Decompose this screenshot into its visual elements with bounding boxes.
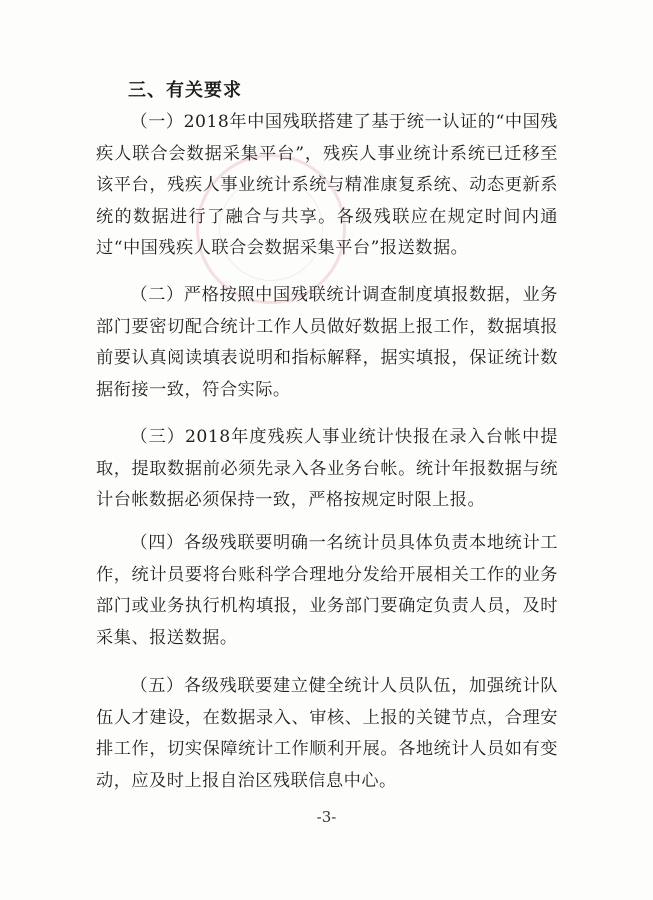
paragraph-5: （五）各级残联要建立健全统计人员队伍，加强统计队伍人才建设，在数据录入、审核、上报的关键节点，合理安排工作，切实保障统计工作顺利开展。各地统计人员如有变动，应及时上报自治区残联信息中心。 (96, 676, 558, 791)
section-heading: 三、有关要求 (128, 80, 242, 101)
paragraph-1: （一）2018年中国残联搭建了基于统一认证的“中国残疾人联合会数据采集平台”，残疾人事业统计系统已迁移至该平台，残疾人事业统计系统与精准康复系统、动态更新系统的数据进行了融合与共享。各级残联应在规定时间内通过“中国残疾人联合会数据采集平台”报送数据。 (96, 112, 558, 258)
page-number: -3- (316, 808, 337, 826)
paragraph-3: （三）2018年度残疾人事业统计快报在录入台帐中提取，提取数据前必须先录入各业务台帐。统计年报数据与统计台帐数据必须保持一致，严格按规定时限上报。 (96, 427, 558, 510)
paragraph-2: （二）严格按照中国残联统计调查制度填报数据，业务部门要密切配合统计工作人员做好数据上报工作，数据填报前要认真阅读填表说明和指标解释，据实填报，保证统计数据衔接一致，符合实际。 (96, 285, 558, 400)
paragraph-4: （四）各级残联要明确一名统计员具体负责本地统计工作，统计员要将台账科学合理地分发给开展相关工作的业务部门或业务执行机构填报，业务部门要确定负责人员，及时采集、报送数据。 (96, 533, 558, 648)
